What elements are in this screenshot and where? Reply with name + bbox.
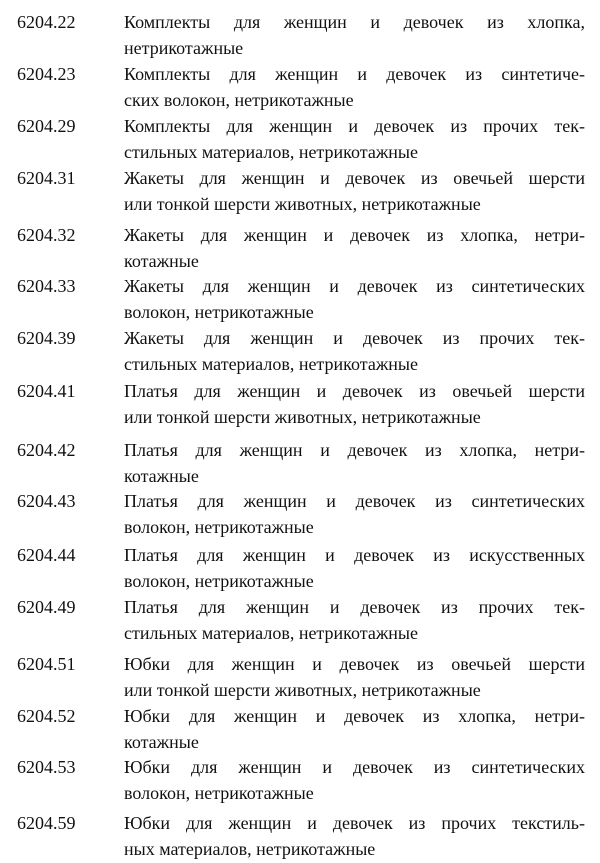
entry-description-line: или тонкой шерсти животных, нетрикотажные	[124, 680, 481, 700]
entry-description-line: Комплекты для женщин и девочек из хлопка,	[124, 12, 585, 32]
entry-description-line: Платья для женщин и девочек из хлопка, нетри-	[124, 440, 585, 460]
entry-description	[124, 810, 585, 862]
entry-description-line: волокон, нетрикотажные	[124, 571, 314, 591]
entry-code: 6204.32	[17, 225, 76, 245]
entry-description-line: стильных материалов, нетрикотажные	[124, 623, 418, 643]
entry-description	[124, 378, 585, 430]
entry-description-line: Платья для женщин и девочек из искусственных	[124, 545, 585, 565]
entry-code: 6204.33	[17, 276, 76, 296]
entry-description-line: волокон, нетрикотажные	[124, 783, 314, 803]
entry-description	[124, 542, 585, 594]
entry-description	[124, 651, 585, 703]
entry-code: 6204.59	[17, 813, 76, 833]
entry-description-line: Юбки для женщин и девочек из хлопка, нетри-	[124, 706, 585, 726]
entry-code: 6204.49	[17, 597, 76, 617]
entry-description-line: Юбки для женщин и девочек из овечьей шерсти	[124, 654, 585, 674]
entry-description-line: котажные	[124, 466, 199, 486]
entry-description-line: ных материалов, нетрикотажные	[124, 839, 376, 859]
entry-description-line: или тонкой шерсти животных, нетрикотажные	[124, 407, 481, 427]
entry-code: 6204.22	[17, 12, 76, 32]
entry-description	[124, 9, 585, 61]
entry-description-line: или тонкой шерсти животных, нетрикотажные	[124, 194, 481, 214]
entry-description-line: котажные	[124, 251, 199, 271]
entry-description-line: котажные	[124, 732, 199, 752]
entry-description	[124, 61, 585, 113]
entry-description	[124, 222, 585, 274]
entry-description	[124, 754, 585, 806]
entry-description-line: Платья для женщин и девочек из овечьей шерсти	[124, 381, 585, 401]
entry-description-line: Платья для женщин и девочек из прочих тек-	[124, 597, 585, 617]
entry-description-line: ских волокон, нетрикотажные	[124, 90, 354, 110]
entry-code: 6204.23	[17, 64, 76, 84]
entry-description	[124, 113, 585, 165]
entry-code: 6204.42	[17, 440, 76, 460]
entry-description-line: Жакеты для женщин и девочек из овечьей шерсти	[124, 168, 585, 188]
entry-description-line: волокон, нетрикотажные	[124, 517, 314, 537]
entry-code: 6204.29	[17, 116, 76, 136]
entry-description-line: Жакеты для женщин и девочек из прочих тек-	[124, 328, 585, 348]
entry-description-line: стильных материалов, нетрикотажные	[124, 354, 418, 374]
entry-code: 6204.51	[17, 654, 76, 674]
entry-description-line: нетрикотажные	[124, 38, 244, 58]
entry-description-line: Юбки для женщин и девочек из синтетических	[124, 757, 585, 777]
entry-description	[124, 325, 585, 377]
entry-code: 6204.41	[17, 381, 76, 401]
entry-code: 6204.53	[17, 757, 76, 777]
entry-description	[124, 594, 585, 646]
entry-description-line: Комплекты для женщин и девочек из прочих тек-	[124, 116, 585, 136]
entry-code: 6204.31	[17, 168, 76, 188]
entry-description-line: волокон, нетрикотажные	[124, 302, 314, 322]
entry-code: 6204.44	[17, 545, 76, 565]
entry-description	[124, 165, 585, 217]
entry-description	[124, 273, 585, 325]
entry-description	[124, 703, 585, 755]
entry-description-line: Комплекты для женщин и девочек из синтетиче-	[124, 64, 585, 84]
entry-description-line: Платья для женщин и девочек из синтетических	[124, 491, 585, 511]
entry-description-line: Юбки для женщин и девочек из прочих текстиль-	[124, 813, 585, 833]
entry-code: 6204.43	[17, 491, 76, 511]
entry-description-line: стильных материалов, нетрикотажные	[124, 142, 418, 162]
entry-description-line: Жакеты для женщин и девочек из хлопка, нетри-	[124, 225, 585, 245]
entry-description	[124, 437, 585, 489]
entry-description-line: Жакеты для женщин и девочек из синтетических	[124, 276, 585, 296]
entry-description	[124, 488, 585, 540]
entry-code: 6204.39	[17, 328, 76, 348]
entry-code: 6204.52	[17, 706, 76, 726]
